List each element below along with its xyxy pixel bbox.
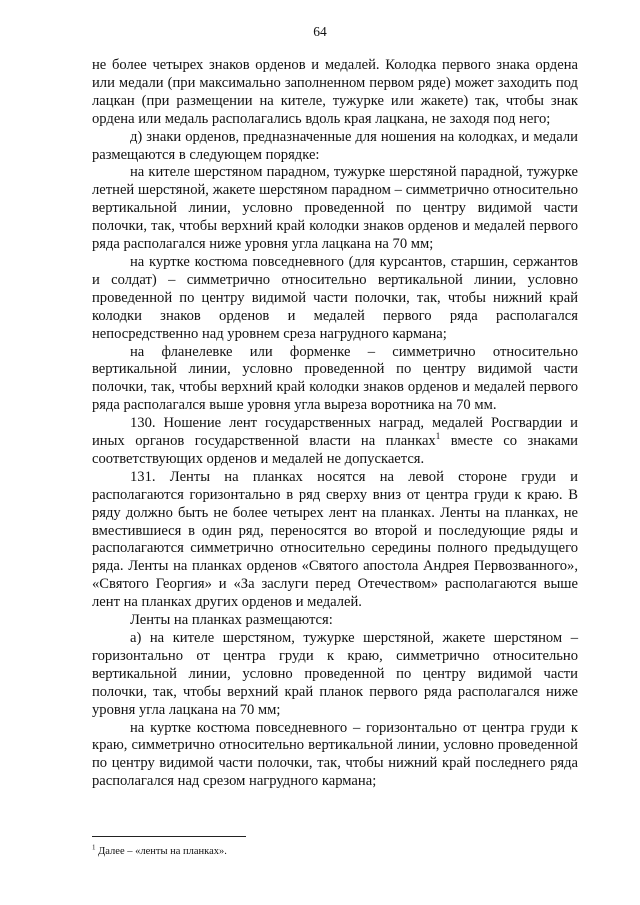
paragraph-item-d: д) знаки орденов, предназначенные для ношения на колодках, и медали размещаются в следующем порядке:: [92, 128, 578, 163]
paragraph-flanelevka: на фланелевке или форменке – симметрично относительно вертикальной линии, условно проведенной по центру видимой части полочки, так, чтобы верхний край колодки знаков орденов и медалей первого ряда располагался выше уровня угла выреза воротника на 70 мм.: [92, 343, 578, 414]
paragraph-item-a: а) на кителе шерстяном, тужурке шерстяной, жакете шерстяном – горизонтально от центра груди к краю, симметрично относительно вертикальной линии, условно проведенной по центру видимой части полочки, так, чтобы верхний край планок первого ряда располагался ниже уровня угла лацкана на 70 мм;: [92, 630, 578, 718]
footnote-text: Далее – «ленты на планках».: [95, 846, 227, 857]
paragraph-130-text-end: вместе со знаками соответствующих орденов и медалей не допускается.: [92, 433, 578, 467]
paragraph-continuation: не более четырех знаков орденов и медалей. Колодка первого знака ордена или медали (при максимально заполненном первом ряде) может заходить под лацкан (при размещении на кителе, тужурке или жакете) так, чтобы знак ордена или медаль располагались вдоль края лацкана, не заходя под него;: [92, 57, 578, 127]
paragraph-130: [92, 415, 578, 469]
footnote-mark: 1: [92, 843, 96, 852]
paragraph-130-text: 130. Ношение лент государственных наград, медалей Росгвардии и иных органов государственной власти на планках: [92, 415, 578, 450]
footnote: [92, 845, 227, 858]
footnote-divider: [92, 836, 246, 837]
paragraph-131: 131. Ленты на планках носятся на левой стороне груди и располагаются горизонтально в ряд сверху вниз от центра груди к краю. В ряду должно быть не более четырех лент на планках. Ленты на планках, не вместившиеся в один ряд, переносятся во второй и последующие ряды и располагаются симметрично относительно середины полного предыдущего ряда. Ленты на планках орденов «Святого апостола Андрея Первозванного», «Святого Георгия» и «За заслуги перед Отечеством» располагаются выше лент на планках других орденов и медалей.: [92, 468, 578, 611]
paragraph-placement-intro: Ленты на планках размещаются:: [130, 612, 333, 629]
paragraph-kurtka-ribbons: на куртке костюма повседневного – горизонтально от центра груди к краю, симметрично относительно вертикальной линии, условно проведенной по центру видимой части полочки, так, чтобы нижний край последнего ряда располагался над срезом нагрудного кармана;: [92, 719, 578, 790]
paragraph-kitel: на кителе шерстяном парадном, тужурке шерстяной парадной, тужурке летней шерстяной, жакете шерстяном парадном – симметрично относительно вертикальной линии, условно проведенной по центру видимой части полочки, так, чтобы верхний край колодки знаков орденов и медалей первого ряда располагался ниже уровня угла лацкана на 70 мм;: [92, 164, 578, 253]
body-text: [92, 57, 578, 791]
page-number: 64: [313, 24, 327, 39]
paragraph-kurtka: на куртке костюма повседневного (для курсантов, старшин, сержантов и солдат) – симметрично относительно вертикальной линии, условно проведенной по центру видимой части полочки, так, чтобы нижний край колодки знаков орденов и медалей первого ряда располагался непосредственно над уровнем среза нагрудного кармана;: [92, 253, 578, 342]
footnote-reference: 1: [435, 431, 441, 442]
